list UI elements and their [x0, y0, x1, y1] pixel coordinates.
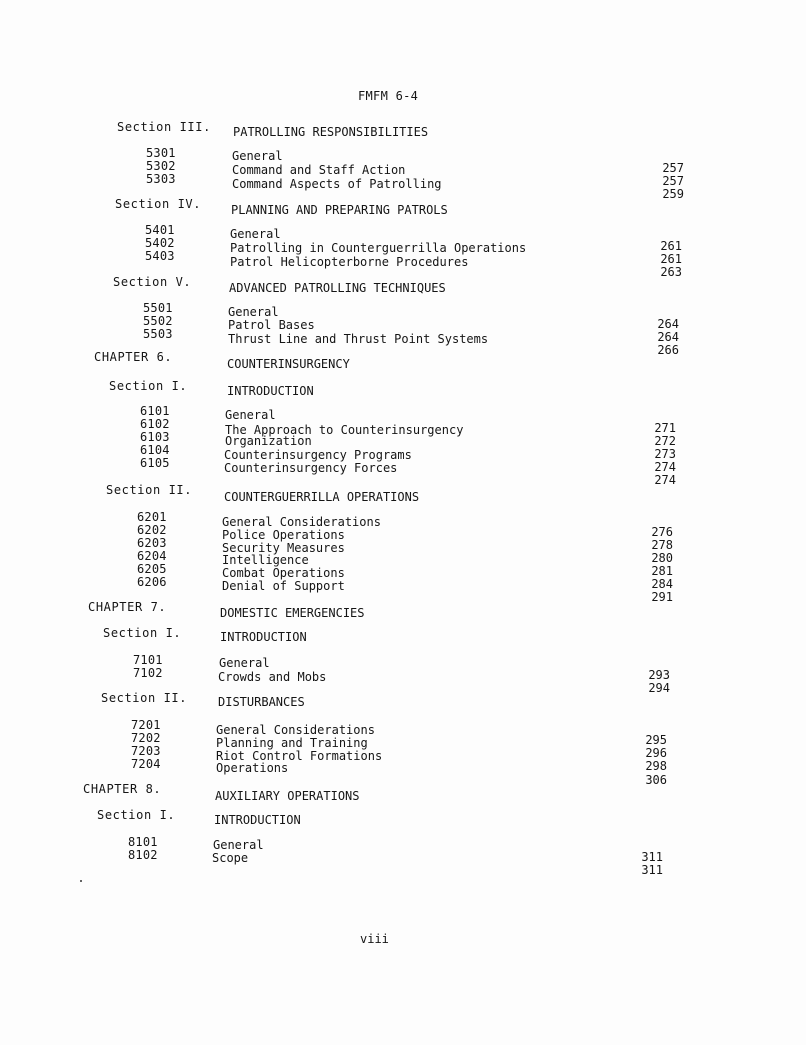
section-label: Section IV. — [115, 197, 202, 211]
entry-title: Patrol Bases — [228, 318, 315, 332]
entry-number: 7202 — [131, 731, 161, 745]
section-title: INTRODUCTION — [220, 630, 307, 644]
page-number: 271 — [654, 421, 676, 435]
page-header: FMFM 6-4 — [358, 89, 419, 103]
section-label: Section II. — [106, 483, 193, 497]
entry-title: General Considerations — [222, 515, 381, 529]
entry-title: Police Operations — [222, 528, 345, 542]
entry-number: 8101 — [128, 835, 158, 849]
entry-number: 6204 — [137, 549, 167, 563]
page-number: 294 — [648, 681, 670, 695]
page-number: 263 — [660, 265, 682, 279]
page-number: 257 — [662, 161, 684, 175]
entry-title: The Approach to Counterinsurgency — [225, 423, 464, 437]
page-number: 261 — [660, 252, 682, 266]
page-number: 261 — [660, 239, 682, 253]
entry-number: 6201 — [137, 510, 167, 524]
chapter-title: AUXILIARY OPERATIONS — [215, 789, 360, 803]
entry-title: Scope — [212, 851, 249, 865]
page-number: 266 — [657, 343, 679, 357]
page-number: 281 — [651, 564, 673, 578]
entry-title: Command Aspects of Patrolling — [232, 177, 442, 191]
page-number: 257 — [662, 174, 684, 188]
entry-number: 5303 — [146, 172, 176, 186]
entry-title: Counterinsurgency Programs — [224, 448, 412, 462]
entry-number: 6203 — [137, 536, 167, 550]
page-number: 274 — [654, 460, 676, 474]
section-label: Section II. — [101, 691, 188, 705]
entry-number: 5302 — [146, 159, 176, 173]
entry-number: 6206 — [137, 575, 167, 589]
entry-title: General — [225, 408, 276, 422]
section-title: PATROLLING RESPONSIBILITIES — [233, 125, 429, 139]
entry-number: 5403 — [145, 249, 175, 263]
entry-number: 7201 — [131, 718, 161, 732]
entry-number: 7102 — [133, 666, 163, 680]
entry-title: Planning and Training — [216, 736, 368, 750]
page-number: 284 — [651, 577, 673, 591]
entry-number: 6205 — [137, 562, 167, 576]
chapter-title: DOMESTIC EMERGENCIES — [220, 606, 365, 620]
page-number: 291 — [651, 590, 673, 604]
chapter-label: CHAPTER 7. — [88, 600, 167, 614]
entry-title: Organization — [225, 434, 312, 448]
entry-title: Denial of Support — [222, 579, 345, 593]
page-number: 311 — [641, 850, 663, 864]
section-label: Section I. — [103, 626, 182, 640]
entry-title: Crowds and Mobs — [218, 670, 327, 684]
page-number: 259 — [662, 187, 684, 201]
entry-number: 6202 — [137, 523, 167, 537]
entry-title: General — [213, 838, 264, 852]
page-number: 264 — [657, 330, 679, 344]
page-number: 298 — [645, 759, 667, 773]
entry-number: 5402 — [145, 236, 175, 250]
scan-speck — [80, 880, 82, 882]
entry-title: Patrolling in Counterguerrilla Operations — [230, 241, 527, 255]
entry-title: Operations — [216, 761, 289, 775]
entry-number: 6105 — [140, 456, 170, 470]
entry-title: Command and Staff Action — [232, 163, 406, 177]
entry-number: 5502 — [143, 314, 173, 328]
entry-number: 5503 — [143, 327, 173, 341]
page-number: 280 — [651, 551, 673, 565]
entry-number: 8102 — [128, 848, 158, 862]
section-label: Section III. — [117, 120, 211, 134]
entry-number: 6104 — [140, 443, 170, 457]
entry-title: General — [228, 305, 279, 319]
entry-title: Thrust Line and Thrust Point Systems — [228, 332, 489, 346]
entry-number: 5401 — [145, 223, 175, 237]
entry-number: 7203 — [131, 744, 161, 758]
entry-title: Riot Control Formations — [216, 749, 383, 763]
page-number: 272 — [654, 434, 676, 448]
entry-title: Security Measures — [222, 541, 345, 555]
entry-title: General Considerations — [216, 723, 375, 737]
section-title: INTRODUCTION — [227, 384, 314, 398]
section-label: Section I. — [97, 808, 176, 822]
page-number: 293 — [648, 668, 670, 682]
section-label: Section I. — [109, 379, 188, 393]
page-number: 274 — [654, 473, 676, 487]
entry-title: General — [230, 227, 281, 241]
page-number: 306 — [645, 773, 667, 787]
section-title: COUNTERGUERRILLA OPERATIONS — [224, 490, 420, 504]
page-number: 278 — [651, 538, 673, 552]
section-label: Section V. — [113, 275, 192, 289]
section-title: DISTURBANCES — [218, 695, 305, 709]
page-footer: viii — [360, 932, 389, 946]
page-number: 296 — [645, 746, 667, 760]
page-number: 295 — [645, 733, 667, 747]
entry-title: Combat Operations — [222, 566, 345, 580]
entry-number: 6103 — [140, 430, 170, 444]
page-number: 276 — [651, 525, 673, 539]
entry-title: Counterinsurgency Forces — [224, 461, 398, 475]
entry-title: General — [219, 656, 270, 670]
section-title: INTRODUCTION — [214, 813, 301, 827]
entry-title: General — [232, 149, 283, 163]
entry-number: 7204 — [131, 757, 161, 771]
chapter-title: COUNTERINSURGENCY — [227, 357, 350, 371]
entry-title: Patrol Helicopterborne Procedures — [230, 255, 469, 269]
entry-number: 5501 — [143, 301, 173, 315]
entry-number: 5301 — [146, 146, 176, 160]
page-number: 264 — [657, 317, 679, 331]
section-title: ADVANCED PATROLLING TECHNIQUES — [229, 281, 446, 295]
page-number: 311 — [641, 863, 663, 877]
page-number: 273 — [654, 447, 676, 461]
entry-title: Intelligence — [222, 553, 309, 567]
section-title: PLANNING AND PREPARING PATROLS — [231, 203, 448, 217]
chapter-label: CHAPTER 6. — [94, 350, 173, 364]
entry-number: 6102 — [140, 417, 170, 431]
chapter-label: CHAPTER 8. — [83, 782, 162, 796]
entry-number: 6101 — [140, 404, 170, 418]
entry-number: 7101 — [133, 653, 163, 667]
